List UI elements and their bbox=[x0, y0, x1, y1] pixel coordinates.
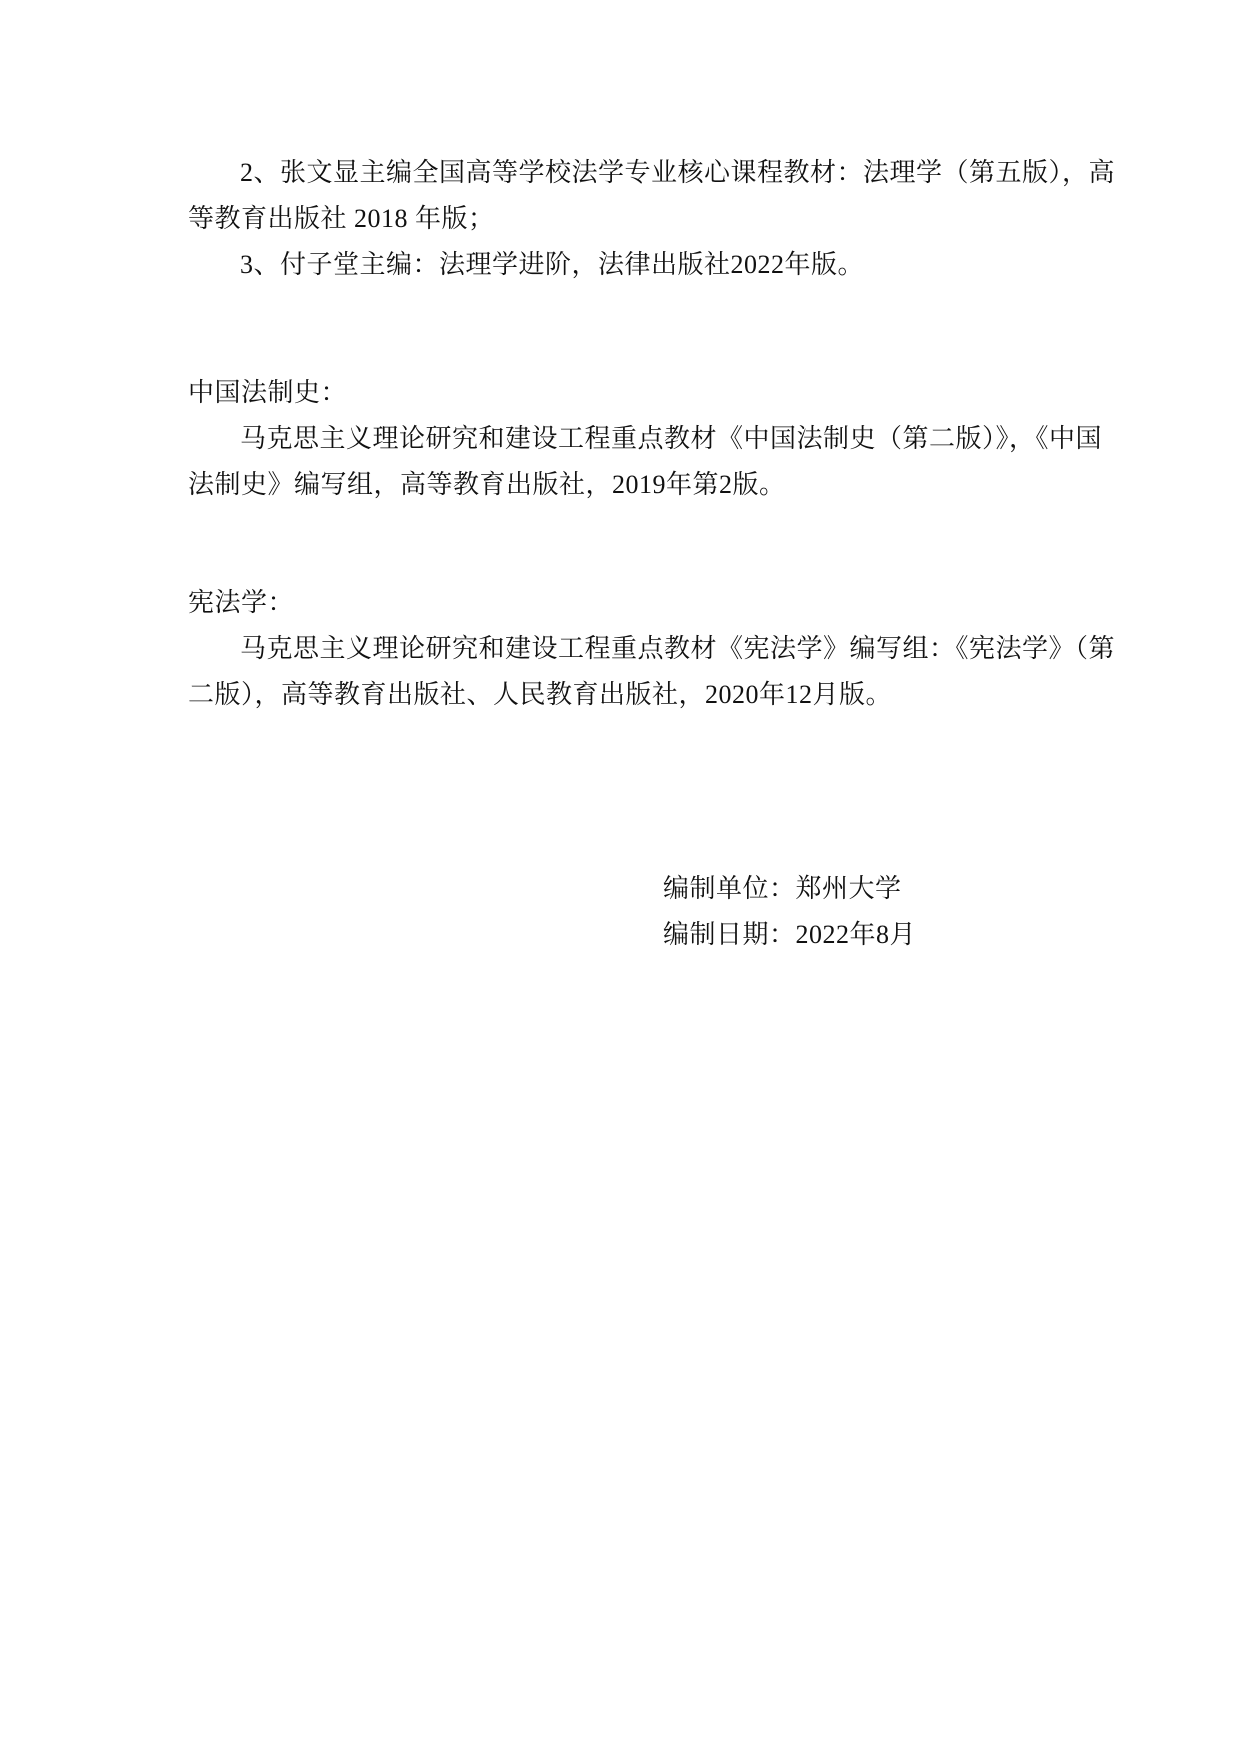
text-line: 马克思主义理论研究和建设工程重点教材《中国法制史（第二版）》，《中国 bbox=[240, 424, 1103, 453]
text-line: 等教育出版社 2018 年版； bbox=[188, 204, 495, 233]
text-line: 马克思主义理论研究和建设工程重点教材《宪法学》编写组：《宪法学》（第 bbox=[240, 634, 1116, 663]
compilation-info bbox=[663, 866, 916, 958]
text-line: 法制史》编写组，高等教育出版社，2019年第2版。 bbox=[188, 470, 786, 499]
compilation-date: 编制日期：2022年8月 bbox=[663, 920, 917, 949]
document-content bbox=[188, 150, 1116, 718]
text-line: 3、付子堂主编：法理学进阶，法律出版社2022年版。 bbox=[240, 250, 865, 279]
section-chinese-legal-history bbox=[188, 370, 1103, 508]
section-jurisprudence-references bbox=[188, 150, 1116, 288]
section-title: 中国法制史： bbox=[188, 378, 348, 407]
section-title: 宪法学： bbox=[188, 588, 295, 617]
compilation-unit: 编制单位：郑州大学 bbox=[663, 874, 902, 903]
section-constitutional-law bbox=[188, 580, 1116, 718]
text-line: 二版），高等教育出版社、人民教育出版社，2020年12月版。 bbox=[188, 680, 893, 709]
text-line: 2、张文显主编全国高等学校法学专业核心课程教材：法理学（第五版），高 bbox=[240, 158, 1116, 187]
